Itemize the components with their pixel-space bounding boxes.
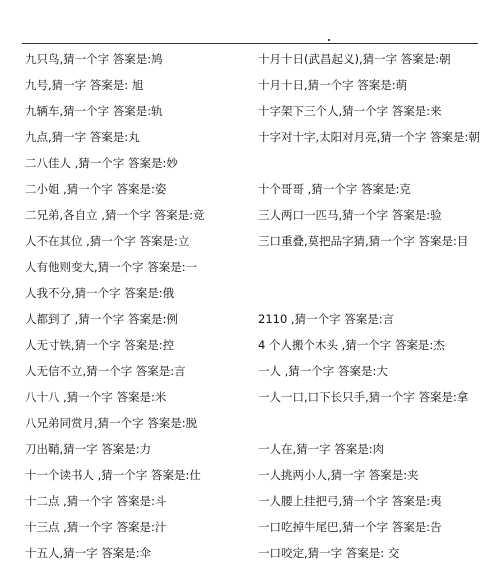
riddle-line: 十字对十字,太阳对月亮,猜一个字 答案是:朝 — [258, 130, 480, 144]
riddle-line: 人有他则变大,猜一个字 答案是:一 — [25, 260, 198, 274]
riddle-line: 一人在,猜一字 答案是:肉 — [258, 442, 385, 456]
riddle-line: 一人 ,猜一个字 答案是:大 — [258, 364, 388, 378]
riddle-line: 九只鸟,猜一个字 答案是:鸠 — [25, 52, 163, 66]
riddle-line: 八十八 ,猜一个字 答案是:米 — [25, 390, 167, 404]
riddle-line: 二小姐 ,猜一个字 答案是:姿 — [25, 182, 167, 196]
riddle-line: 三口重叠,莫把品字猜,猜一个字 答案是:目 — [258, 234, 469, 248]
riddle-line: 刀出鞘,猜一字 答案是:力 — [25, 442, 152, 456]
right-column — [258, 46, 488, 566]
riddle-line: 十二点 ,猜一个字 答案是:斗 — [25, 494, 167, 508]
riddle-line: 一人一口,口下长只手,猜一个字 答案是:拿 — [258, 390, 469, 404]
riddle-line: 十月十日(武昌起义),猜一字 答案是:朝 — [258, 52, 451, 66]
riddle-line: 九号,猜一字 答案是: 旭 — [25, 78, 144, 92]
riddle-line: 八兄弟同赏月,猜一个字 答案是:脱 — [25, 416, 198, 430]
riddle-line: 一人挑两小人,猜一字 答案是:夹 — [258, 468, 419, 482]
riddle-line: 九辆车,猜一个字 答案是:轨 — [25, 104, 163, 118]
riddle-line: 三人两口一匹马,猜一个字 答案是:验 — [258, 208, 442, 222]
riddle-line: 人我不分,猜一个字 答案是:俄 — [25, 286, 175, 300]
riddle-line: 十三点 ,猜一个字 答案是:汁 — [25, 520, 167, 534]
riddle-line: 人无信不立,猜一个字 答案是:言 — [25, 364, 186, 378]
scan-dot — [328, 39, 330, 41]
spacer — [258, 280, 488, 306]
left-column — [25, 46, 261, 566]
riddle-line: 十一个读书人 ,猜一个字 答案是:仕 — [25, 468, 201, 482]
riddle-line: 一人腰上挂把弓,猜一个字 答案是:夷 — [258, 494, 442, 508]
riddle-line: 2110 ,猜一个字 答案是:言 — [258, 312, 395, 326]
riddle-line: 一口咬定,猜一字 答案是: 交 — [258, 546, 400, 560]
riddle-line: 一口吃掉牛尾巴,猜一个字 答案是:告 — [258, 520, 442, 534]
riddle-line: 4 个人搬个木头 ,猜一个字 答案是:杰 — [258, 338, 445, 352]
riddle-line: 十个哥哥 ,猜一个字 答案是:克 — [258, 182, 411, 196]
riddle-line: 二兄弟,各自立 ,猜一个字 答案是:竞 — [25, 208, 205, 222]
riddle-line: 十月十日,猜一个字 答案是:萌 — [258, 78, 408, 92]
riddle-line: 九点,猜一字 答案是:丸 — [25, 130, 140, 144]
riddle-line: 人无寸铁,猜一个字 答案是:控 — [25, 338, 175, 352]
riddle-line: 人都到了 ,猜一个字 答案是:例 — [25, 312, 178, 326]
riddle-line: 十五人,猜一字 答案是:伞 — [25, 546, 152, 560]
riddle-line: 十字架下三个人,猜一个字 答案是:来 — [258, 104, 442, 118]
riddle-line: 二八佳人 ,猜一个字 答案是:妙 — [25, 156, 178, 170]
riddle-line: 人不在其位 ,猜一个字 答案是:立 — [25, 234, 190, 248]
top-rule — [22, 43, 478, 44]
